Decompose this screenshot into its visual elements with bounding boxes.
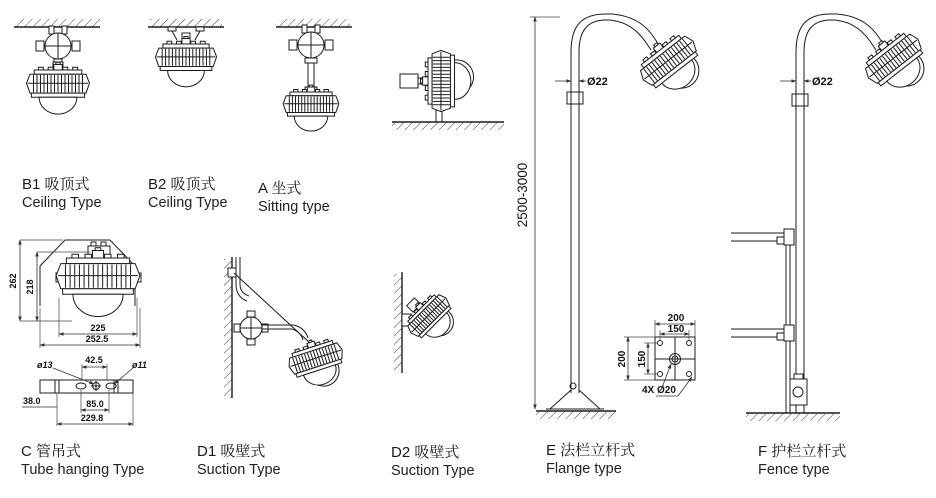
label-d1-type: Suction Type [197, 462, 281, 478]
e-dim-flange-hole-span-w: 150 [667, 324, 685, 335]
c-dim-hole-left: ø13 [37, 360, 53, 370]
f-ground-hatch [746, 413, 840, 421]
label-b2 [148, 175, 228, 213]
c-dim-hole-right: ø11 [132, 360, 147, 370]
c-dim-bracket-length: 229.8 [80, 413, 104, 423]
label-c-type: Tube hanging Type [21, 462, 145, 478]
label-b2-type: Ceiling Type [148, 195, 228, 211]
c-lamp [56, 248, 140, 317]
b2-lamp [155, 37, 216, 87]
label-d2-code: D2 吸壁式 [391, 444, 460, 461]
a-side-ground-hatch [392, 122, 504, 130]
label-e [546, 441, 635, 479]
d1-junction-box [234, 311, 268, 345]
b2-ceiling-hatch [150, 19, 222, 27]
label-f-code: F 护栏立杆式 [758, 443, 847, 460]
label-a-type: Sitting type [258, 199, 330, 215]
figure-d2-drawing [394, 272, 465, 373]
label-d2-type: Suction Type [391, 463, 475, 479]
label-b2-code: B2 吸顶式 [148, 176, 216, 193]
a-ceiling-hatch [278, 19, 350, 27]
figure-f-drawing [731, 14, 936, 421]
c-dim-hole-spacing: 85.0 [86, 399, 104, 409]
figure-e-flange-detail [617, 313, 695, 396]
a-side-mount-box [400, 74, 418, 88]
figure-a-side-drawing [392, 50, 504, 130]
label-b1-code: B1 吸顶式 [22, 176, 90, 193]
label-d1-code: D1 吸壁式 [197, 443, 266, 460]
label-d2 [391, 443, 475, 481]
e-dim-pole-height: 2500-3000 [515, 162, 530, 228]
figure-c-bracket-drawing [22, 355, 147, 426]
d1-lamp [283, 332, 351, 395]
c-dim-overall-width: 252.5 [85, 334, 109, 344]
c-dim-hole-offset: 42.5 [85, 355, 103, 365]
b1-ceiling-hatch [16, 19, 100, 27]
figure-b1-drawing [14, 19, 100, 114]
label-a [258, 179, 330, 217]
e-dim-bolt-holes: 4X Ø20 [642, 385, 676, 396]
d1-wall-hatch [224, 259, 232, 398]
figure-d1-drawing [224, 257, 351, 398]
e-dim-flange-hole-span-h: 150 [637, 350, 648, 368]
a-side-lamp [421, 50, 474, 111]
e-dim-flange-outer-height: 200 [617, 350, 628, 368]
label-a-code: A 坐式 [258, 180, 302, 197]
a-junction-box [289, 25, 333, 63]
label-c-code: C 管吊式 [21, 443, 82, 460]
label-c [21, 442, 144, 480]
f-pole-clamp [792, 94, 808, 106]
d2-wall-hatch [394, 274, 402, 371]
figure-c-front-drawing [8, 240, 141, 348]
f-lamp [855, 23, 936, 105]
c-bracket-plate [40, 380, 133, 393]
c-dim-overall-height: 262 [8, 273, 18, 289]
label-b1 [22, 175, 102, 213]
label-f-type: Fence type [758, 462, 830, 478]
e-pole-clamp [567, 92, 583, 104]
label-e-type: Flange type [546, 461, 622, 477]
e-ground-hatch [536, 411, 616, 419]
label-e-code: E 法栏立杆式 [546, 442, 636, 459]
f-fence-post [786, 231, 790, 413]
f-dim-pole-diameter: Ø22 [812, 76, 833, 88]
label-f [758, 442, 846, 480]
b1-lamp [27, 62, 90, 114]
c-dim-bracket-depth: 38.0 [23, 396, 41, 406]
c-dim-body-height: 218 [25, 279, 35, 295]
c-dim-body-width: 225 [90, 323, 106, 333]
figure-b2-drawing [148, 19, 224, 87]
e-dim-pole-diameter: Ø22 [587, 76, 608, 88]
figure-a-drawing [276, 19, 352, 131]
e-base-flange [546, 390, 604, 409]
label-b1-type: Ceiling Type [22, 195, 102, 211]
b1-junction-box [36, 26, 80, 64]
label-d1 [197, 442, 281, 480]
a-lamp [283, 85, 339, 131]
e-dim-flange-outer-width: 200 [667, 313, 685, 324]
e-lamp [630, 25, 713, 107]
